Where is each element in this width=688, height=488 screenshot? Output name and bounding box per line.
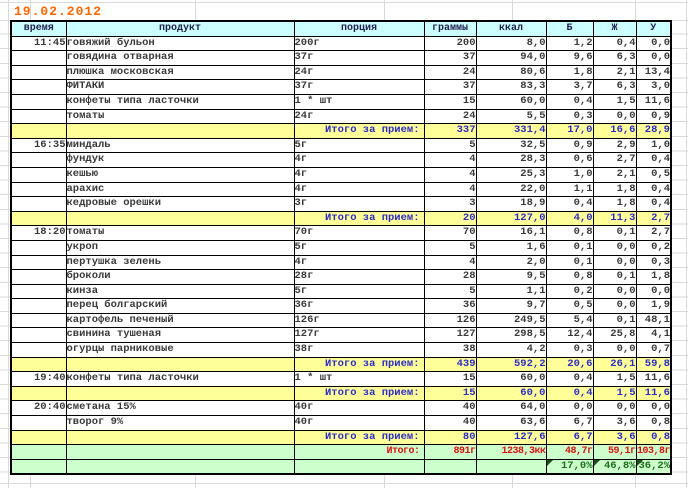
cell-kcal[interactable]: 60,0	[476, 386, 546, 401]
column-header-protein[interactable]: Б	[546, 21, 593, 36]
cell-portion[interactable]: 1 * шт	[294, 372, 424, 387]
cell-fat[interactable]: 2,1	[593, 65, 636, 80]
percent-row	[11, 459, 671, 474]
table-row	[11, 167, 671, 182]
cell-grams[interactable]: 4	[424, 255, 476, 270]
cell-grams[interactable]: 70	[424, 226, 476, 241]
cell-portion[interactable]: 40г	[294, 416, 424, 431]
cell-corner-marker	[547, 460, 553, 466]
cell-protein[interactable]: 4,0	[546, 211, 593, 226]
cell-carbs[interactable]: 13,4	[636, 65, 671, 80]
cell-time[interactable]	[11, 80, 66, 95]
column-header-time[interactable]: время	[11, 21, 66, 36]
cell-grams[interactable]: 5	[424, 240, 476, 255]
header-row	[11, 21, 671, 36]
cell-kcal[interactable]: 94,0	[476, 51, 546, 66]
cell-fat[interactable]: 46,8%	[593, 459, 636, 474]
cell-portion[interactable]: Итого:	[294, 445, 424, 460]
subtotal-row	[11, 430, 671, 445]
cell-time[interactable]	[11, 153, 66, 168]
cell-grams[interactable]: 4	[424, 153, 476, 168]
cell-product[interactable]: ФИТАКИ	[66, 80, 294, 95]
cell-product[interactable]: огурцы парниковые	[66, 343, 294, 358]
cell-grams[interactable]: 20	[424, 211, 476, 226]
sheet-gridline-gutter	[0, 20, 10, 476]
column-header-grams[interactable]: граммы	[424, 21, 476, 36]
cell-grams[interactable]: 3	[424, 197, 476, 212]
table-row	[11, 299, 671, 314]
cell-time[interactable]: 11:45	[11, 36, 66, 51]
column-header-portion[interactable]: порция	[294, 21, 424, 36]
cell-portion[interactable]: 4г	[294, 167, 424, 182]
cell-fat[interactable]: 11,3	[593, 211, 636, 226]
cell-product[interactable]: картофель печеный	[66, 313, 294, 328]
food-diary-table	[10, 20, 672, 475]
cell-product[interactable]: кинза	[66, 284, 294, 299]
table-row	[11, 51, 671, 66]
cell-time[interactable]	[11, 211, 66, 226]
cell-portion[interactable]: 36г	[294, 299, 424, 314]
subtotal-row	[11, 386, 671, 401]
cell-time[interactable]: 18:20	[11, 226, 66, 241]
cell-corner-marker	[637, 460, 643, 466]
cell-carbs[interactable]: 103,8г	[636, 445, 671, 460]
cell-protein[interactable]: 1,2	[546, 36, 593, 51]
cell-carbs[interactable]: 0,7	[636, 343, 671, 358]
cell-time[interactable]	[11, 459, 66, 474]
cell-carbs[interactable]: 11,6	[636, 372, 671, 387]
cell-kcal[interactable]: 22,0	[476, 182, 546, 197]
cell-protein[interactable]: 17,0	[546, 124, 593, 139]
cell-time[interactable]: 20:40	[11, 401, 66, 416]
cell-grams[interactable]: 37	[424, 80, 476, 95]
cell-protein[interactable]: 3,7	[546, 80, 593, 95]
cell-time[interactable]	[11, 240, 66, 255]
cell-product[interactable]: перец болгарский	[66, 299, 294, 314]
cell-fat[interactable]: 0,1	[593, 313, 636, 328]
cell-grams[interactable]: 38	[424, 343, 476, 358]
cell-product[interactable]: броколи	[66, 270, 294, 285]
cell-fat[interactable]: 59,1г	[593, 445, 636, 460]
cell-time[interactable]	[11, 94, 66, 109]
cell-grams[interactable]: 127	[424, 328, 476, 343]
table-row	[11, 240, 671, 255]
subtotal-row	[11, 124, 671, 139]
cell-time[interactable]	[11, 65, 66, 80]
cell-fat[interactable]: 26,1	[593, 357, 636, 372]
cell-protein[interactable]: 1,8	[546, 65, 593, 80]
cell-product[interactable]: говядина отварная	[66, 51, 294, 66]
cell-time[interactable]	[11, 124, 66, 139]
cell-time[interactable]	[11, 51, 66, 66]
cell-fat[interactable]: 0,1	[593, 270, 636, 285]
cell-kcal[interactable]: 127,6	[476, 430, 546, 445]
cell-time[interactable]	[11, 357, 66, 372]
table-row	[11, 80, 671, 95]
subtotal-row	[11, 211, 671, 226]
cell-protein[interactable]: 0,9	[546, 138, 593, 153]
cell-protein[interactable]: 1,0	[546, 167, 593, 182]
column-header-kcal[interactable]: ккал	[476, 21, 546, 36]
cell-protein[interactable]: 0,3	[546, 343, 593, 358]
subtotal-row	[11, 357, 671, 372]
cell-grams[interactable]: 15	[424, 386, 476, 401]
cell-grams[interactable]: 40	[424, 416, 476, 431]
cell-time[interactable]: 16:35	[11, 138, 66, 153]
cell-portion[interactable]: 4г	[294, 153, 424, 168]
cell-product[interactable]: кедровые орешки	[66, 197, 294, 212]
cell-portion[interactable]: 127г	[294, 328, 424, 343]
cell-fat[interactable]: 1,8	[593, 197, 636, 212]
cell-protein[interactable]: 0,8	[546, 270, 593, 285]
table-row	[11, 65, 671, 80]
cell-kcal[interactable]: 1,1	[476, 284, 546, 299]
cell-fat[interactable]: 0,0	[593, 109, 636, 124]
table-row	[11, 197, 671, 212]
cell-grams[interactable]: 24	[424, 65, 476, 80]
cell-portion[interactable]: Итого за прием:	[294, 357, 424, 372]
cell-kcal[interactable]: 2,0	[476, 255, 546, 270]
cell-portion[interactable]: 126г	[294, 313, 424, 328]
cell-carbs[interactable]: 0,0	[636, 51, 671, 66]
cell-fat[interactable]: 1,5	[593, 94, 636, 109]
table-row	[11, 401, 671, 416]
table-row	[11, 416, 671, 431]
sheet-gridline	[0, 483, 688, 484]
cell-carbs[interactable]: 0,8	[636, 416, 671, 431]
cell-carbs[interactable]: 1,8	[636, 270, 671, 285]
cell-kcal[interactable]	[476, 459, 546, 474]
cell-time[interactable]	[11, 328, 66, 343]
cell-kcal[interactable]: 592,2	[476, 357, 546, 372]
cell-fat[interactable]: 1,8	[593, 182, 636, 197]
cell-carbs[interactable]: 36,2%	[636, 459, 671, 474]
cell-product[interactable]: укроп	[66, 240, 294, 255]
cell-kcal[interactable]: 32,5	[476, 138, 546, 153]
cell-product[interactable]: кешью	[66, 167, 294, 182]
cell-product[interactable]: арахис	[66, 182, 294, 197]
cell-product[interactable]: конфеты типа ласточки	[66, 372, 294, 387]
cell-protein[interactable]: 0,4	[546, 372, 593, 387]
cell-protein[interactable]: 0,0	[546, 401, 593, 416]
cell-fat[interactable]: 0,0	[593, 343, 636, 358]
cell-product[interactable]: пертушка зелень	[66, 255, 294, 270]
cell-grams[interactable]: 15	[424, 372, 476, 387]
cell-time[interactable]	[11, 313, 66, 328]
table-row	[11, 372, 671, 387]
cell-product[interactable]: творог 9%	[66, 416, 294, 431]
cell-portion[interactable]: 5г	[294, 240, 424, 255]
cell-grams[interactable]: 126	[424, 313, 476, 328]
grand-total-row	[11, 445, 671, 460]
cell-fat[interactable]: 0,0	[593, 240, 636, 255]
cell-protein[interactable]: 6,7	[546, 416, 593, 431]
cell-fat[interactable]: 2,1	[593, 167, 636, 182]
table-row	[11, 94, 671, 109]
cell-fat[interactable]: 0,4	[593, 36, 636, 51]
cell-portion[interactable]: 37г	[294, 51, 424, 66]
cell-protein[interactable]: 48,7г	[546, 445, 593, 460]
cell-fat[interactable]: 3,6	[593, 416, 636, 431]
sheet-gridline-gutter	[670, 20, 688, 476]
cell-corner-marker	[594, 460, 600, 466]
cell-grams[interactable]: 24	[424, 109, 476, 124]
cell-product[interactable]: свинина тушеная	[66, 328, 294, 343]
table-row	[11, 328, 671, 343]
cell-protein[interactable]: 0,8	[546, 226, 593, 241]
cell-carbs[interactable]: 4,1	[636, 328, 671, 343]
cell-fat[interactable]: 0,1	[593, 226, 636, 241]
cell-grams[interactable]: 37	[424, 51, 476, 66]
cell-portion[interactable]: Итого за прием:	[294, 430, 424, 445]
cell-fat[interactable]: 1,5	[593, 386, 636, 401]
table-row	[11, 255, 671, 270]
cell-kcal[interactable]: 18,9	[476, 197, 546, 212]
cell-kcal[interactable]: 9,7	[476, 299, 546, 314]
cell-kcal[interactable]: 127,0	[476, 211, 546, 226]
cell-time[interactable]	[11, 109, 66, 124]
cell-kcal[interactable]: 16,1	[476, 226, 546, 241]
cell-protein[interactable]: 20,6	[546, 357, 593, 372]
cell-fat[interactable]: 0,0	[593, 401, 636, 416]
table-body	[11, 36, 671, 474]
cell-grams[interactable]: 4	[424, 182, 476, 197]
cell-time[interactable]	[11, 386, 66, 401]
cell-carbs[interactable]: 0,8	[636, 430, 671, 445]
cell-product[interactable]: конфеты типа ласточки	[66, 94, 294, 109]
cell-protein[interactable]: 1,1	[546, 182, 593, 197]
cell-protein[interactable]: 0,6	[546, 153, 593, 168]
cell-portion[interactable]: Итого за прием:	[294, 386, 424, 401]
cell-grams[interactable]: 4	[424, 167, 476, 182]
cell-portion[interactable]	[294, 459, 424, 474]
sheet-gridline	[0, 2, 688, 3]
cell-protein[interactable]: 17,0%	[546, 459, 593, 474]
cell-kcal[interactable]: 63,6	[476, 416, 546, 431]
cell-portion[interactable]: 200г	[294, 36, 424, 51]
cell-fat[interactable]: 0,0	[593, 284, 636, 299]
cell-fat[interactable]: 16,6	[593, 124, 636, 139]
cell-fat[interactable]: 6,3	[593, 51, 636, 66]
table-row	[11, 138, 671, 153]
cell-kcal[interactable]: 5,5	[476, 109, 546, 124]
table-row	[11, 343, 671, 358]
cell-kcal[interactable]: 4,2	[476, 343, 546, 358]
cell-time[interactable]	[11, 284, 66, 299]
cell-fat[interactable]: 0,0	[593, 299, 636, 314]
column-header-product[interactable]: продукт	[66, 21, 294, 36]
cell-time[interactable]	[11, 270, 66, 285]
cell-kcal[interactable]: 60,0	[476, 372, 546, 387]
cell-carbs[interactable]: 2,7	[636, 211, 671, 226]
cell-portion[interactable]: 1 * шт	[294, 94, 424, 109]
table-row	[11, 153, 671, 168]
cell-carbs[interactable]: 59,8	[636, 357, 671, 372]
cell-kcal[interactable]: 8,0	[476, 36, 546, 51]
cell-carbs[interactable]: 11,6	[636, 386, 671, 401]
cell-protein[interactable]: 12,4	[546, 328, 593, 343]
cell-kcal[interactable]: 60,0	[476, 94, 546, 109]
table-row	[11, 182, 671, 197]
cell-carbs[interactable]: 1,9	[636, 299, 671, 314]
cell-protein[interactable]: 0,4	[546, 94, 593, 109]
cell-fat[interactable]: 25,8	[593, 328, 636, 343]
cell-kcal[interactable]: 1,6	[476, 240, 546, 255]
cell-carbs[interactable]: 0,4	[636, 182, 671, 197]
column-header-carbs[interactable]: У	[636, 21, 671, 36]
cell-carbs[interactable]: 3,0	[636, 80, 671, 95]
table-row	[11, 284, 671, 299]
cell-protein[interactable]: 0,1	[546, 240, 593, 255]
date-cell[interactable]: 19.02.2012	[14, 4, 103, 19]
cell-portion[interactable]: 5г	[294, 138, 424, 153]
cell-carbs[interactable]: 0,2	[636, 240, 671, 255]
cell-product[interactable]: томаты	[66, 226, 294, 241]
cell-portion[interactable]: 24г	[294, 109, 424, 124]
cell-grams[interactable]: 5	[424, 284, 476, 299]
cell-protein[interactable]: 0,2	[546, 284, 593, 299]
cell-grams[interactable]: 40	[424, 401, 476, 416]
cell-time[interactable]	[11, 445, 66, 460]
cell-product[interactable]	[66, 430, 294, 445]
cell-fat[interactable]: 3,6	[593, 430, 636, 445]
cell-time[interactable]	[11, 167, 66, 182]
cell-grams[interactable]: 439	[424, 357, 476, 372]
cell-protein[interactable]: 0,3	[546, 109, 593, 124]
cell-carbs[interactable]: 48,1	[636, 313, 671, 328]
cell-time[interactable]: 19:40	[11, 372, 66, 387]
cell-kcal[interactable]: 25,3	[476, 167, 546, 182]
cell-carbs[interactable]: 1,0	[636, 138, 671, 153]
cell-fat[interactable]: 0,0	[593, 255, 636, 270]
cell-grams[interactable]: 891г	[424, 445, 476, 460]
cell-carbs[interactable]: 2,7	[636, 226, 671, 241]
cell-grams[interactable]	[424, 459, 476, 474]
table-row	[11, 109, 671, 124]
cell-portion[interactable]: 28г	[294, 270, 424, 285]
table-row	[11, 36, 671, 51]
cell-carbs[interactable]: 0,3	[636, 255, 671, 270]
cell-portion[interactable]: Итого за прием:	[294, 124, 424, 139]
cell-grams[interactable]: 28	[424, 270, 476, 285]
cell-carbs[interactable]: 0,0	[636, 284, 671, 299]
cell-product[interactable]	[66, 211, 294, 226]
table-row	[11, 270, 671, 285]
cell-time[interactable]	[11, 299, 66, 314]
table-row	[11, 226, 671, 241]
cell-grams[interactable]: 36	[424, 299, 476, 314]
cell-grams[interactable]: 337	[424, 124, 476, 139]
cell-protein[interactable]: 0,5	[546, 299, 593, 314]
cell-time[interactable]	[11, 182, 66, 197]
cell-kcal[interactable]: 331,4	[476, 124, 546, 139]
cell-portion[interactable]: 4г	[294, 182, 424, 197]
cell-time[interactable]	[11, 430, 66, 445]
cell-protein[interactable]: 5,4	[546, 313, 593, 328]
cell-carbs[interactable]: 0,0	[636, 401, 671, 416]
cell-product[interactable]	[66, 386, 294, 401]
cell-time[interactable]	[11, 343, 66, 358]
cell-grams[interactable]: 15	[424, 94, 476, 109]
cell-kcal[interactable]: 298,5	[476, 328, 546, 343]
cell-carbs[interactable]: 28,9	[636, 124, 671, 139]
cell-kcal[interactable]: 9,5	[476, 270, 546, 285]
cell-product[interactable]: говяжий бульон	[66, 36, 294, 51]
cell-protein[interactable]: 6,7	[546, 430, 593, 445]
cell-portion[interactable]: 70г	[294, 226, 424, 241]
cell-portion[interactable]: 40г	[294, 401, 424, 416]
cell-product[interactable]	[66, 445, 294, 460]
cell-kcal[interactable]: 83,3	[476, 80, 546, 95]
cell-carbs[interactable]: 0,4	[636, 197, 671, 212]
cell-carbs[interactable]: 0,0	[636, 36, 671, 51]
cell-fat[interactable]: 2,9	[593, 138, 636, 153]
cell-protein[interactable]: 0,1	[546, 255, 593, 270]
cell-protein[interactable]: 0,4	[546, 386, 593, 401]
cell-product[interactable]: фундук	[66, 153, 294, 168]
cell-grams[interactable]: 80	[424, 430, 476, 445]
table-row	[11, 313, 671, 328]
cell-product[interactable]: миндаль	[66, 138, 294, 153]
cell-protein[interactable]: 9,6	[546, 51, 593, 66]
cell-portion[interactable]: 37г	[294, 80, 424, 95]
cell-fat[interactable]: 2,7	[593, 153, 636, 168]
cell-product[interactable]	[66, 357, 294, 372]
cell-carbs[interactable]: 0,9	[636, 109, 671, 124]
cell-portion[interactable]: Итого за прием:	[294, 211, 424, 226]
cell-product[interactable]: томаты	[66, 109, 294, 124]
cell-carbs[interactable]: 0,4	[636, 153, 671, 168]
column-header-fat[interactable]: Ж	[593, 21, 636, 36]
cell-time[interactable]	[11, 197, 66, 212]
cell-product[interactable]	[66, 459, 294, 474]
cell-fat[interactable]: 6,3	[593, 80, 636, 95]
cell-kcal[interactable]: 64,0	[476, 401, 546, 416]
cell-portion[interactable]: 4г	[294, 255, 424, 270]
cell-time[interactable]	[11, 416, 66, 431]
cell-portion[interactable]: 24г	[294, 65, 424, 80]
cell-time[interactable]	[11, 255, 66, 270]
cell-carbs[interactable]: 0,5	[636, 167, 671, 182]
cell-kcal[interactable]: 80,6	[476, 65, 546, 80]
cell-kcal[interactable]: 249,5	[476, 313, 546, 328]
cell-protein[interactable]: 0,4	[546, 197, 593, 212]
cell-fat[interactable]: 1,5	[593, 372, 636, 387]
cell-portion[interactable]: 38г	[294, 343, 424, 358]
cell-product[interactable]: плюшка московская	[66, 65, 294, 80]
cell-kcal[interactable]: 28,3	[476, 153, 546, 168]
cell-portion[interactable]: 5г	[294, 284, 424, 299]
cell-portion[interactable]: 3г	[294, 197, 424, 212]
cell-grams[interactable]: 200	[424, 36, 476, 51]
cell-grams[interactable]: 5	[424, 138, 476, 153]
cell-kcal[interactable]: 1238,3кк	[476, 445, 546, 460]
cell-product[interactable]	[66, 124, 294, 139]
cell-product[interactable]: сметана 15%	[66, 401, 294, 416]
cell-carbs[interactable]: 11,6	[636, 94, 671, 109]
